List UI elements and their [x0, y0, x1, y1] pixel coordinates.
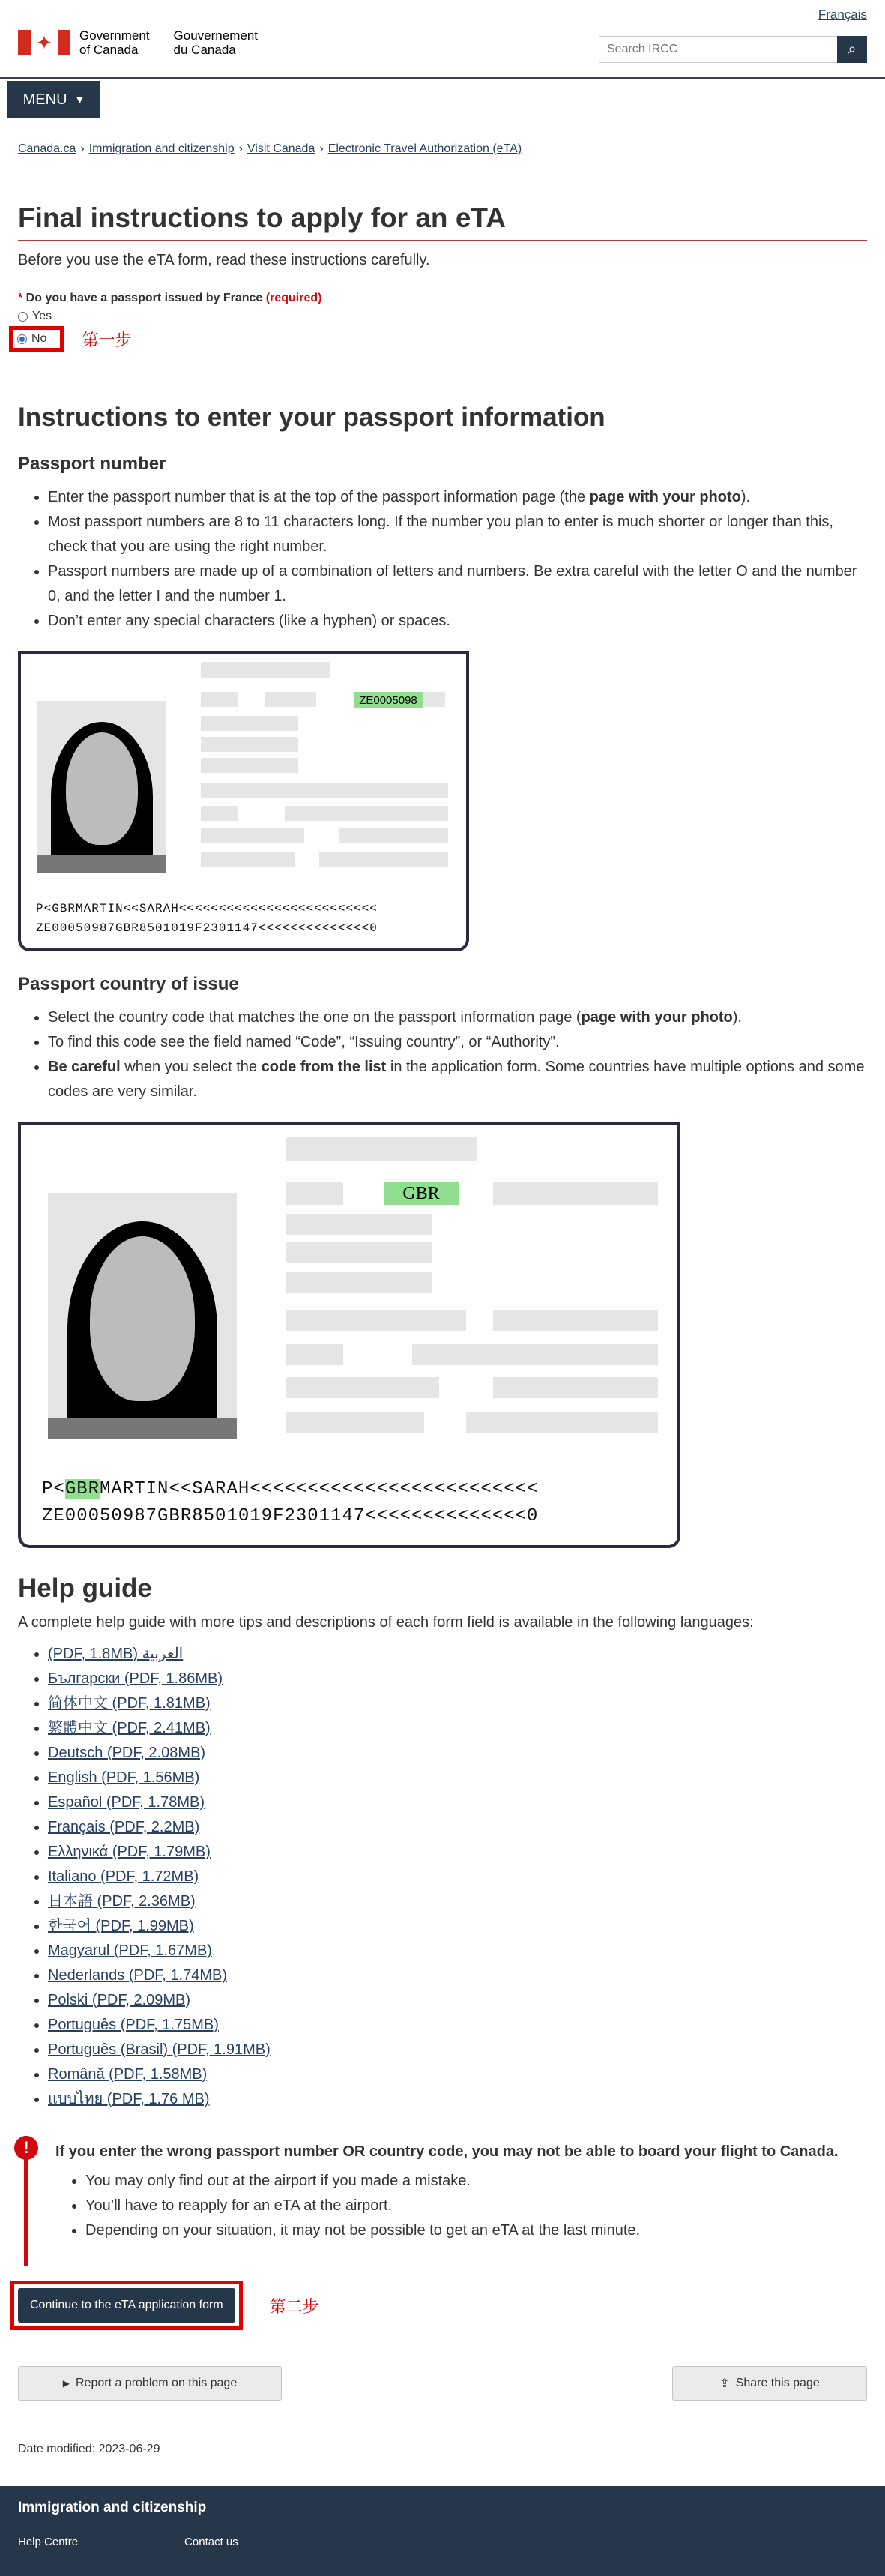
menu-button[interactable] — [7, 81, 100, 118]
search-icon: ⌕ — [848, 40, 857, 58]
alert-title: If you enter the wrong passport number OR country code, you may not be able to board your flight to Canada. — [55, 2143, 839, 2160]
mrz-line-2: ZE00050987GBR8501019F2301147<<<<<<<<<<<<<<0 — [42, 1506, 539, 1526]
radio-yes[interactable] — [18, 312, 28, 322]
government-signature[interactable] — [18, 28, 258, 57]
footer-title: Immigration and citizenship — [18, 2500, 207, 2515]
passport-number-illustration — [18, 651, 469, 951]
breadcrumb-link-immigration[interactable]: Immigration and citizenship — [88, 142, 235, 155]
list-item — [48, 1840, 867, 1865]
help-guide-link[interactable]: Français (PDF, 2.2MB) — [48, 1819, 200, 1835]
site-header — [0, 0, 885, 79]
help-guide-link[interactable]: Português (Brasil) (PDF, 1.91MB) — [48, 2041, 271, 2058]
help-guide-link[interactable]: Nederlands (PDF, 1.74MB) — [48, 1967, 227, 1984]
page-actions — [18, 2366, 867, 2401]
mrz-country-highlight: GBR — [64, 1479, 100, 1499]
country-code-highlight: GBR — [384, 1182, 459, 1205]
step2-highlight-box — [10, 2281, 243, 2330]
list-item: • Be careful when you select the code from the list in the application form. Some countries have multiple options and some codes are very similar. — [48, 1055, 867, 1104]
list-item — [48, 1766, 867, 1790]
help-guide-link[interactable]: Español (PDF, 1.78MB) — [48, 1794, 205, 1811]
footer-link-help-centre[interactable]: Help Centre — [18, 2536, 79, 2548]
help-guide-link[interactable]: (PDF, 1.8MB) العربية — [48, 1646, 184, 1662]
help-guide-heading: Help guide — [18, 1574, 152, 1603]
list-item — [48, 1914, 867, 1939]
required-asterisk: * — [18, 292, 26, 304]
list-item — [48, 1963, 867, 1988]
help-guide-link[interactable]: Български (PDF, 1.86MB) — [48, 1670, 223, 1687]
list-item — [48, 1716, 867, 1741]
help-guide-link[interactable]: Polski (PDF, 2.09MB) — [48, 1992, 191, 2008]
search-form — [599, 36, 867, 63]
list-item — [48, 1741, 867, 1766]
passport-number-list — [48, 485, 867, 634]
radio-yes-row[interactable] — [18, 310, 867, 323]
list-item — [48, 1790, 867, 1815]
instructions-heading: Instructions to enter your passport information — [18, 403, 605, 432]
list-item — [48, 2087, 867, 2112]
list-item — [48, 1642, 867, 1667]
radio-no-row — [18, 326, 867, 352]
continue-application-button[interactable]: Continue to the eTA application form — [18, 2288, 235, 2323]
gov-fr-wordmark: Gouvernement du Canada — [173, 28, 258, 57]
help-guide-link[interactable]: Deutsch (PDF, 2.08MB) — [48, 1745, 206, 1761]
footer-links — [18, 2536, 867, 2548]
step1-highlight-box — [9, 326, 64, 352]
step2-annotation: 第二步 — [269, 2296, 319, 2316]
passport-number-heading: Passport number — [18, 454, 166, 474]
help-guide-link[interactable]: 简体中文 (PDF, 1.81MB) — [48, 1695, 211, 1712]
chevron-down-icon: ▼ — [74, 94, 85, 106]
breadcrumb — [18, 142, 867, 156]
breadcrumb-separator: › — [238, 142, 243, 155]
search-input[interactable] — [599, 36, 837, 63]
share-icon: ⇪ — [719, 2377, 730, 2390]
mrz-line-2: ZE00050987GBR8501019F2301147<<<<<<<<<<<<<<0 — [36, 921, 378, 935]
help-guide-link[interactable]: Română (PDF, 1.58MB) — [48, 2066, 208, 2083]
footer-link-contact-us[interactable]: Contact us — [184, 2536, 238, 2548]
passport-photo — [48, 1193, 237, 1439]
help-guide-link[interactable]: Italiano (PDF, 1.72MB) — [48, 1868, 199, 1885]
breadcrumb-link-canada[interactable]: Canada.ca — [18, 142, 76, 155]
gov-en-wordmark: Government of Canada — [79, 28, 150, 57]
breadcrumb-link-visit[interactable]: Visit Canada — [247, 142, 315, 155]
breadcrumb-link-eta[interactable]: Electronic Travel Authorization (eTA) — [327, 142, 522, 155]
list-item — [48, 1691, 867, 1716]
list-item: • You may only find out at the airport if you made a mistake. — [85, 2169, 867, 2194]
country-of-issue-list — [48, 1005, 867, 1104]
list-item: • Enter the passport number that is at the top of the passport information page (the page with your photo). — [48, 485, 867, 510]
cta-row — [10, 2281, 867, 2330]
help-guide-link[interactable]: 繁體中文 (PDF, 2.41MB) — [48, 1720, 211, 1736]
share-page-button[interactable]: ⇪ Share this page — [672, 2366, 867, 2401]
list-item: • Passport numbers are made up of a combination of letters and numbers. Be extra careful with the letter O and the number 0, and the letter I and the number 1. — [48, 559, 867, 609]
help-guide-link[interactable]: Português (PDF, 1.75MB) — [48, 2017, 219, 2033]
list-item — [48, 1988, 867, 2013]
list-item — [48, 1939, 867, 1963]
country-of-issue-heading: Passport country of issue — [18, 974, 239, 994]
help-guide-link[interactable]: 日本語 (PDF, 2.36MB) — [48, 1893, 196, 1910]
triangle-right-icon: ▶ — [62, 2378, 70, 2389]
step1-annotation: 第一步 — [82, 330, 132, 349]
list-item — [48, 2013, 867, 2038]
radio-no[interactable] — [17, 334, 27, 344]
menu-label: MENU — [22, 91, 67, 108]
help-guide-links — [48, 1642, 867, 2112]
list-item: • Most passport numbers are 8 to 11 characters long. If the number you plan to enter is much shorter or longer than this, check that you are using the right number. — [48, 510, 867, 559]
report-problem-button[interactable]: ▶ Report a problem on this page — [18, 2366, 282, 2401]
list-item: • To find this code see the field named “Code”, “Issuing country”, or “Authority”. — [48, 1030, 867, 1055]
list-item — [48, 1889, 867, 1914]
help-guide-link[interactable]: Ελληνικά (PDF, 1.79MB) — [48, 1844, 211, 1860]
language-toggle-link[interactable]: Français — [818, 7, 867, 22]
passport-photo — [37, 701, 166, 873]
mrz-line-1: P<GBRMARTIN<<SARAH<<<<<<<<<<<<<<<<<<<<<<<<< — [36, 902, 378, 915]
help-guide-link[interactable]: แบบไทย (PDF, 1.76 MB) — [48, 2091, 210, 2107]
help-guide-link[interactable]: English (PDF, 1.56MB) — [48, 1769, 200, 1786]
help-guide-link[interactable]: 한국어 (PDF, 1.99MB) — [48, 1918, 194, 1934]
breadcrumb-separator: › — [319, 142, 324, 155]
passport-question-label: * Do you have a passport issued by France (required) — [18, 292, 322, 304]
list-item: • Don’t enter any special characters (like a hyphen) or spaces. — [48, 609, 867, 634]
page-lead: Before you use the eTA form, read these instructions carefully. — [18, 252, 430, 268]
exclamation-icon: ! — [14, 2136, 38, 2160]
radio-yes-label: Yes — [32, 310, 52, 322]
list-item — [48, 1667, 867, 1691]
required-tag: (required) — [265, 292, 322, 304]
search-button[interactable] — [837, 36, 867, 63]
alert-list — [85, 2169, 867, 2243]
mrz-line-1: P<GBRMARTIN<<SARAH<<<<<<<<<<<<<<<<<<<<<<<<< — [42, 1479, 539, 1499]
help-guide-intro: A complete help guide with more tips and descriptions of each form field is available in the following languages: — [18, 1614, 754, 1631]
list-item — [48, 2038, 867, 2062]
warning-alert — [24, 2136, 867, 2266]
site-footer — [0, 2486, 885, 2576]
list-item: • You’ll have to reapply for an eTA at the airport. — [85, 2194, 867, 2218]
radio-no-label[interactable]: No — [31, 332, 47, 345]
help-guide-link[interactable]: Magyarul (PDF, 1.67MB) — [48, 1942, 212, 1959]
passport-number-highlight: ZE0005098 — [354, 692, 423, 708]
canada-flag-icon: ✦ — [18, 30, 70, 55]
country-code-illustration — [18, 1122, 680, 1548]
list-item — [48, 1815, 867, 1840]
breadcrumb-separator: › — [80, 142, 85, 155]
list-item — [48, 1865, 867, 1889]
date-modified: Date modified: 2023-06-29 — [18, 2443, 160, 2455]
list-item — [48, 2062, 867, 2087]
page-title: Final instructions to apply for an eTA — [18, 202, 867, 241]
list-item: • Select the country code that matches the one on the passport information page (page with your photo). — [48, 1005, 867, 1030]
list-item: • Depending on your situation, it may not be possible to get an eTA at the last minute. — [85, 2218, 867, 2243]
